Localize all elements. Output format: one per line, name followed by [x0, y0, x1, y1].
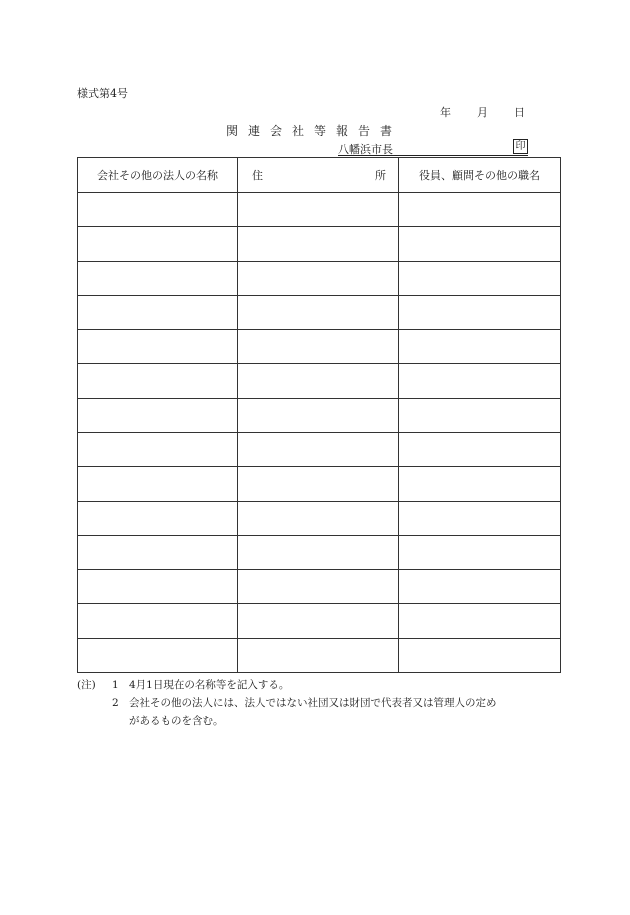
date-month-label: 月: [477, 106, 488, 119]
company-name-cell[interactable]: [78, 467, 238, 501]
header-address-part1: 住: [252, 169, 263, 182]
position-cell[interactable]: [399, 467, 561, 501]
document-title: 関連会社等報告書: [226, 124, 403, 138]
notes-section: [77, 676, 497, 730]
company-name-cell[interactable]: [78, 330, 238, 364]
address-cell[interactable]: [238, 364, 399, 398]
recipient-name: 八幡浜市長: [338, 143, 393, 156]
notes-label: (注): [77, 679, 96, 691]
report-table: [77, 157, 561, 673]
company-name-cell[interactable]: [78, 570, 238, 604]
address-cell[interactable]: [238, 330, 399, 364]
company-name-cell[interactable]: [78, 638, 238, 672]
note-text: 会社その他の法人には、法人ではない社団又は財団で代表者又は管理人の定め: [129, 697, 497, 709]
company-name-cell[interactable]: [78, 193, 238, 227]
table-row: [78, 364, 561, 398]
table-row: [78, 604, 561, 638]
address-cell[interactable]: [238, 432, 399, 466]
table-row: [78, 227, 561, 261]
position-cell[interactable]: [399, 432, 561, 466]
company-name-cell[interactable]: [78, 295, 238, 329]
seal-mark: 印: [513, 139, 528, 154]
table-row: [78, 501, 561, 535]
header-position: 役員、顧問その他の職名: [399, 158, 561, 193]
position-cell[interactable]: [399, 261, 561, 295]
company-name-cell[interactable]: [78, 227, 238, 261]
note-text: 4月1日現在の名称等を記入する。: [129, 679, 290, 691]
company-name-cell[interactable]: [78, 261, 238, 295]
note-item-2-continued: [77, 712, 497, 730]
position-cell[interactable]: [399, 638, 561, 672]
header-address-part2: 所: [375, 169, 386, 182]
company-name-cell[interactable]: [78, 604, 238, 638]
company-name-cell[interactable]: [78, 432, 238, 466]
address-cell[interactable]: [238, 570, 399, 604]
note-item-1: [77, 676, 497, 694]
table-row: [78, 570, 561, 604]
date-day-label: 日: [514, 106, 525, 119]
company-name-cell[interactable]: [78, 398, 238, 432]
position-cell[interactable]: [399, 398, 561, 432]
table-row: [78, 330, 561, 364]
company-name-cell[interactable]: [78, 501, 238, 535]
address-cell[interactable]: [238, 398, 399, 432]
position-cell[interactable]: [399, 604, 561, 638]
table-row: [78, 638, 561, 672]
address-cell[interactable]: [238, 295, 399, 329]
header-address: [238, 158, 399, 193]
table-row: [78, 193, 561, 227]
header-company-name: 会社その他の法人の名称: [78, 158, 238, 193]
table-row: [78, 398, 561, 432]
company-name-cell[interactable]: [78, 535, 238, 569]
date-line: [440, 104, 525, 120]
position-cell[interactable]: [399, 501, 561, 535]
table-header-row: [78, 158, 561, 193]
note-item-2: [77, 694, 497, 712]
table-row: [78, 535, 561, 569]
company-name-cell[interactable]: [78, 364, 238, 398]
note-number: 1: [112, 679, 119, 691]
address-cell[interactable]: [238, 638, 399, 672]
form-number: 様式第4号: [77, 87, 128, 100]
table-row: [78, 261, 561, 295]
address-cell[interactable]: [238, 227, 399, 261]
position-cell[interactable]: [399, 364, 561, 398]
address-cell[interactable]: [238, 193, 399, 227]
position-cell[interactable]: [399, 295, 561, 329]
address-cell[interactable]: [238, 261, 399, 295]
note-number: 2: [112, 697, 119, 709]
position-cell[interactable]: [399, 330, 561, 364]
address-cell[interactable]: [238, 501, 399, 535]
address-cell[interactable]: [238, 535, 399, 569]
position-cell[interactable]: [399, 535, 561, 569]
recipient-line: [338, 141, 528, 156]
position-cell[interactable]: [399, 227, 561, 261]
date-year-label: 年: [440, 106, 451, 119]
position-cell[interactable]: [399, 193, 561, 227]
table-row: [78, 432, 561, 466]
position-cell[interactable]: [399, 570, 561, 604]
table-row: [78, 295, 561, 329]
address-cell[interactable]: [238, 604, 399, 638]
note-text-continued: があるものを含む。: [129, 715, 224, 727]
address-cell[interactable]: [238, 467, 399, 501]
table-row: [78, 467, 561, 501]
table-body: [78, 193, 561, 673]
